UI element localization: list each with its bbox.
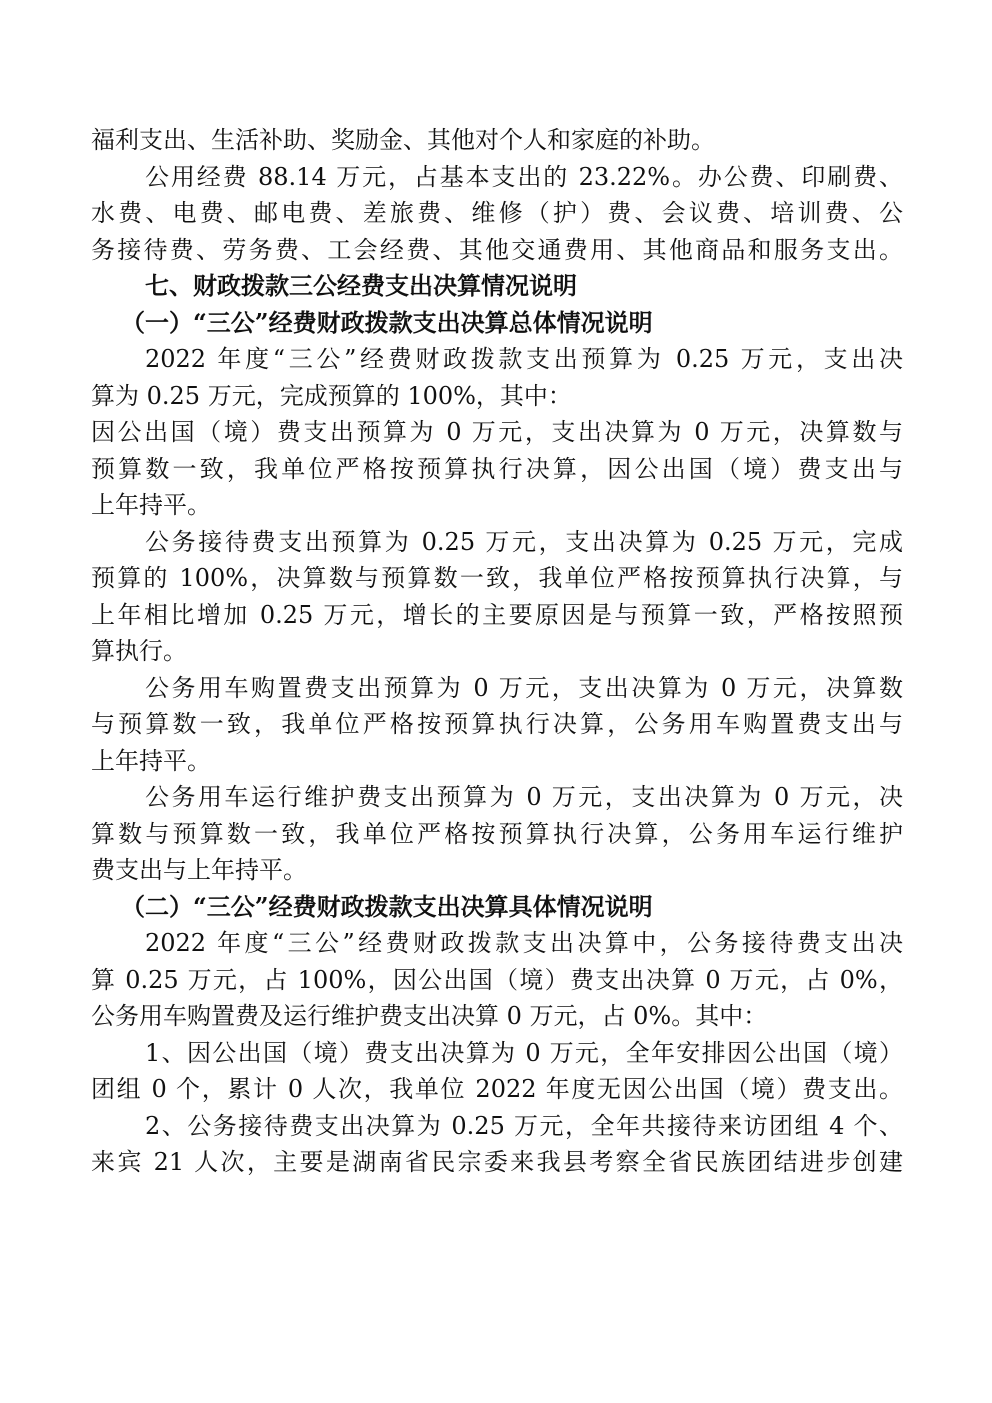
text-line: 费支出与上年持平。 bbox=[91, 856, 307, 884]
text-line: 预算的 100%，决算数与预算数一致，我单位严格按预算执行决算，与 bbox=[91, 564, 903, 592]
paragraph-line: 2、公务接待费支出决算为 0.25 万元，全年共接待来访团组 4 个、 bbox=[145, 1111, 903, 1140]
text-line: 算数与预算数一致，我单位严格按预算执行决算，公务用车运行维护 bbox=[91, 819, 903, 848]
document-page bbox=[91, 122, 903, 1181]
section-heading: 七、财政拨款三公经费支出决算情况说明 bbox=[145, 271, 577, 300]
text-line: 算 0.25 万元，占 100%，因公出国（境）费支出决算 0 万元，占 0%， bbox=[91, 965, 903, 994]
text-line: 因公出国（境）费支出预算为 0 万元，支出决算为 0 万元，决算数与 bbox=[91, 418, 903, 446]
text-line: 福利支出、生活补助、奖励金、其他对个人和家庭的补助。 bbox=[91, 126, 715, 154]
paragraph-line: 公用经费 88.14 万元，占基本支出的 23.22%。办公费、印刷费、 bbox=[145, 162, 903, 191]
subsection-heading: （一）“三公”经费财政拨款支出决算总体情况说明 bbox=[121, 307, 653, 337]
paragraph-line: 2022 年度“三公”经费财政拨款支出决算中，公务接待费支出决 bbox=[145, 929, 903, 957]
paragraph-line: 2022 年度“三公”经费财政拨款支出预算为 0.25 万元，支出决 bbox=[145, 345, 903, 373]
text-line: 预算数一致，我单位严格按预算执行决算，因公出国（境）费支出与 bbox=[91, 454, 903, 483]
text-line: 上年持平。 bbox=[91, 491, 211, 519]
text-line: 来宾 21 人次，主要是湖南省民宗委来我县考察全省民族团结进步创建 bbox=[91, 1148, 903, 1176]
text-line: 务接待费、劳务费、工会经费、其他交通费用、其他商品和服务支出。 bbox=[91, 235, 903, 264]
paragraph-line: 1、因公出国（境）费支出决算为 0 万元，全年安排因公出国（境） bbox=[145, 1038, 903, 1067]
text-line: 团组 0 个，累计 0 人次，我单位 2022 年度无因公出国（境）费支出。 bbox=[91, 1075, 903, 1103]
text-line: 与预算数一致，我单位严格按预算执行决算，公务用车购置费支出与 bbox=[91, 710, 903, 738]
text-line: 上年相比增加 0.25 万元，增长的主要原因是与预算一致，严格按照预 bbox=[91, 600, 903, 629]
text-line: 公务用车购置费及运行维护费支出决算 0 万元，占 0%。其中： bbox=[91, 1002, 768, 1030]
text-line: 算执行。 bbox=[91, 637, 187, 665]
text-line: 水费、电费、邮电费、差旅费、维修（护）费、会议费、培训费、公 bbox=[91, 199, 903, 227]
text-line: 上年持平。 bbox=[91, 746, 211, 775]
subsection-heading: （二）“三公”经费财政拨款支出决算具体情况说明 bbox=[121, 891, 653, 921]
paragraph-line: 公务用车购置费支出预算为 0 万元，支出决算为 0 万元，决算数 bbox=[145, 673, 903, 702]
text-line: 算为 0.25 万元，完成预算的 100%，其中： bbox=[91, 381, 572, 410]
paragraph-line: 公务接待费支出预算为 0.25 万元，支出决算为 0.25 万元，完成 bbox=[145, 527, 903, 556]
paragraph-line: 公务用车运行维护费支出预算为 0 万元，支出决算为 0 万元，决 bbox=[145, 783, 903, 811]
